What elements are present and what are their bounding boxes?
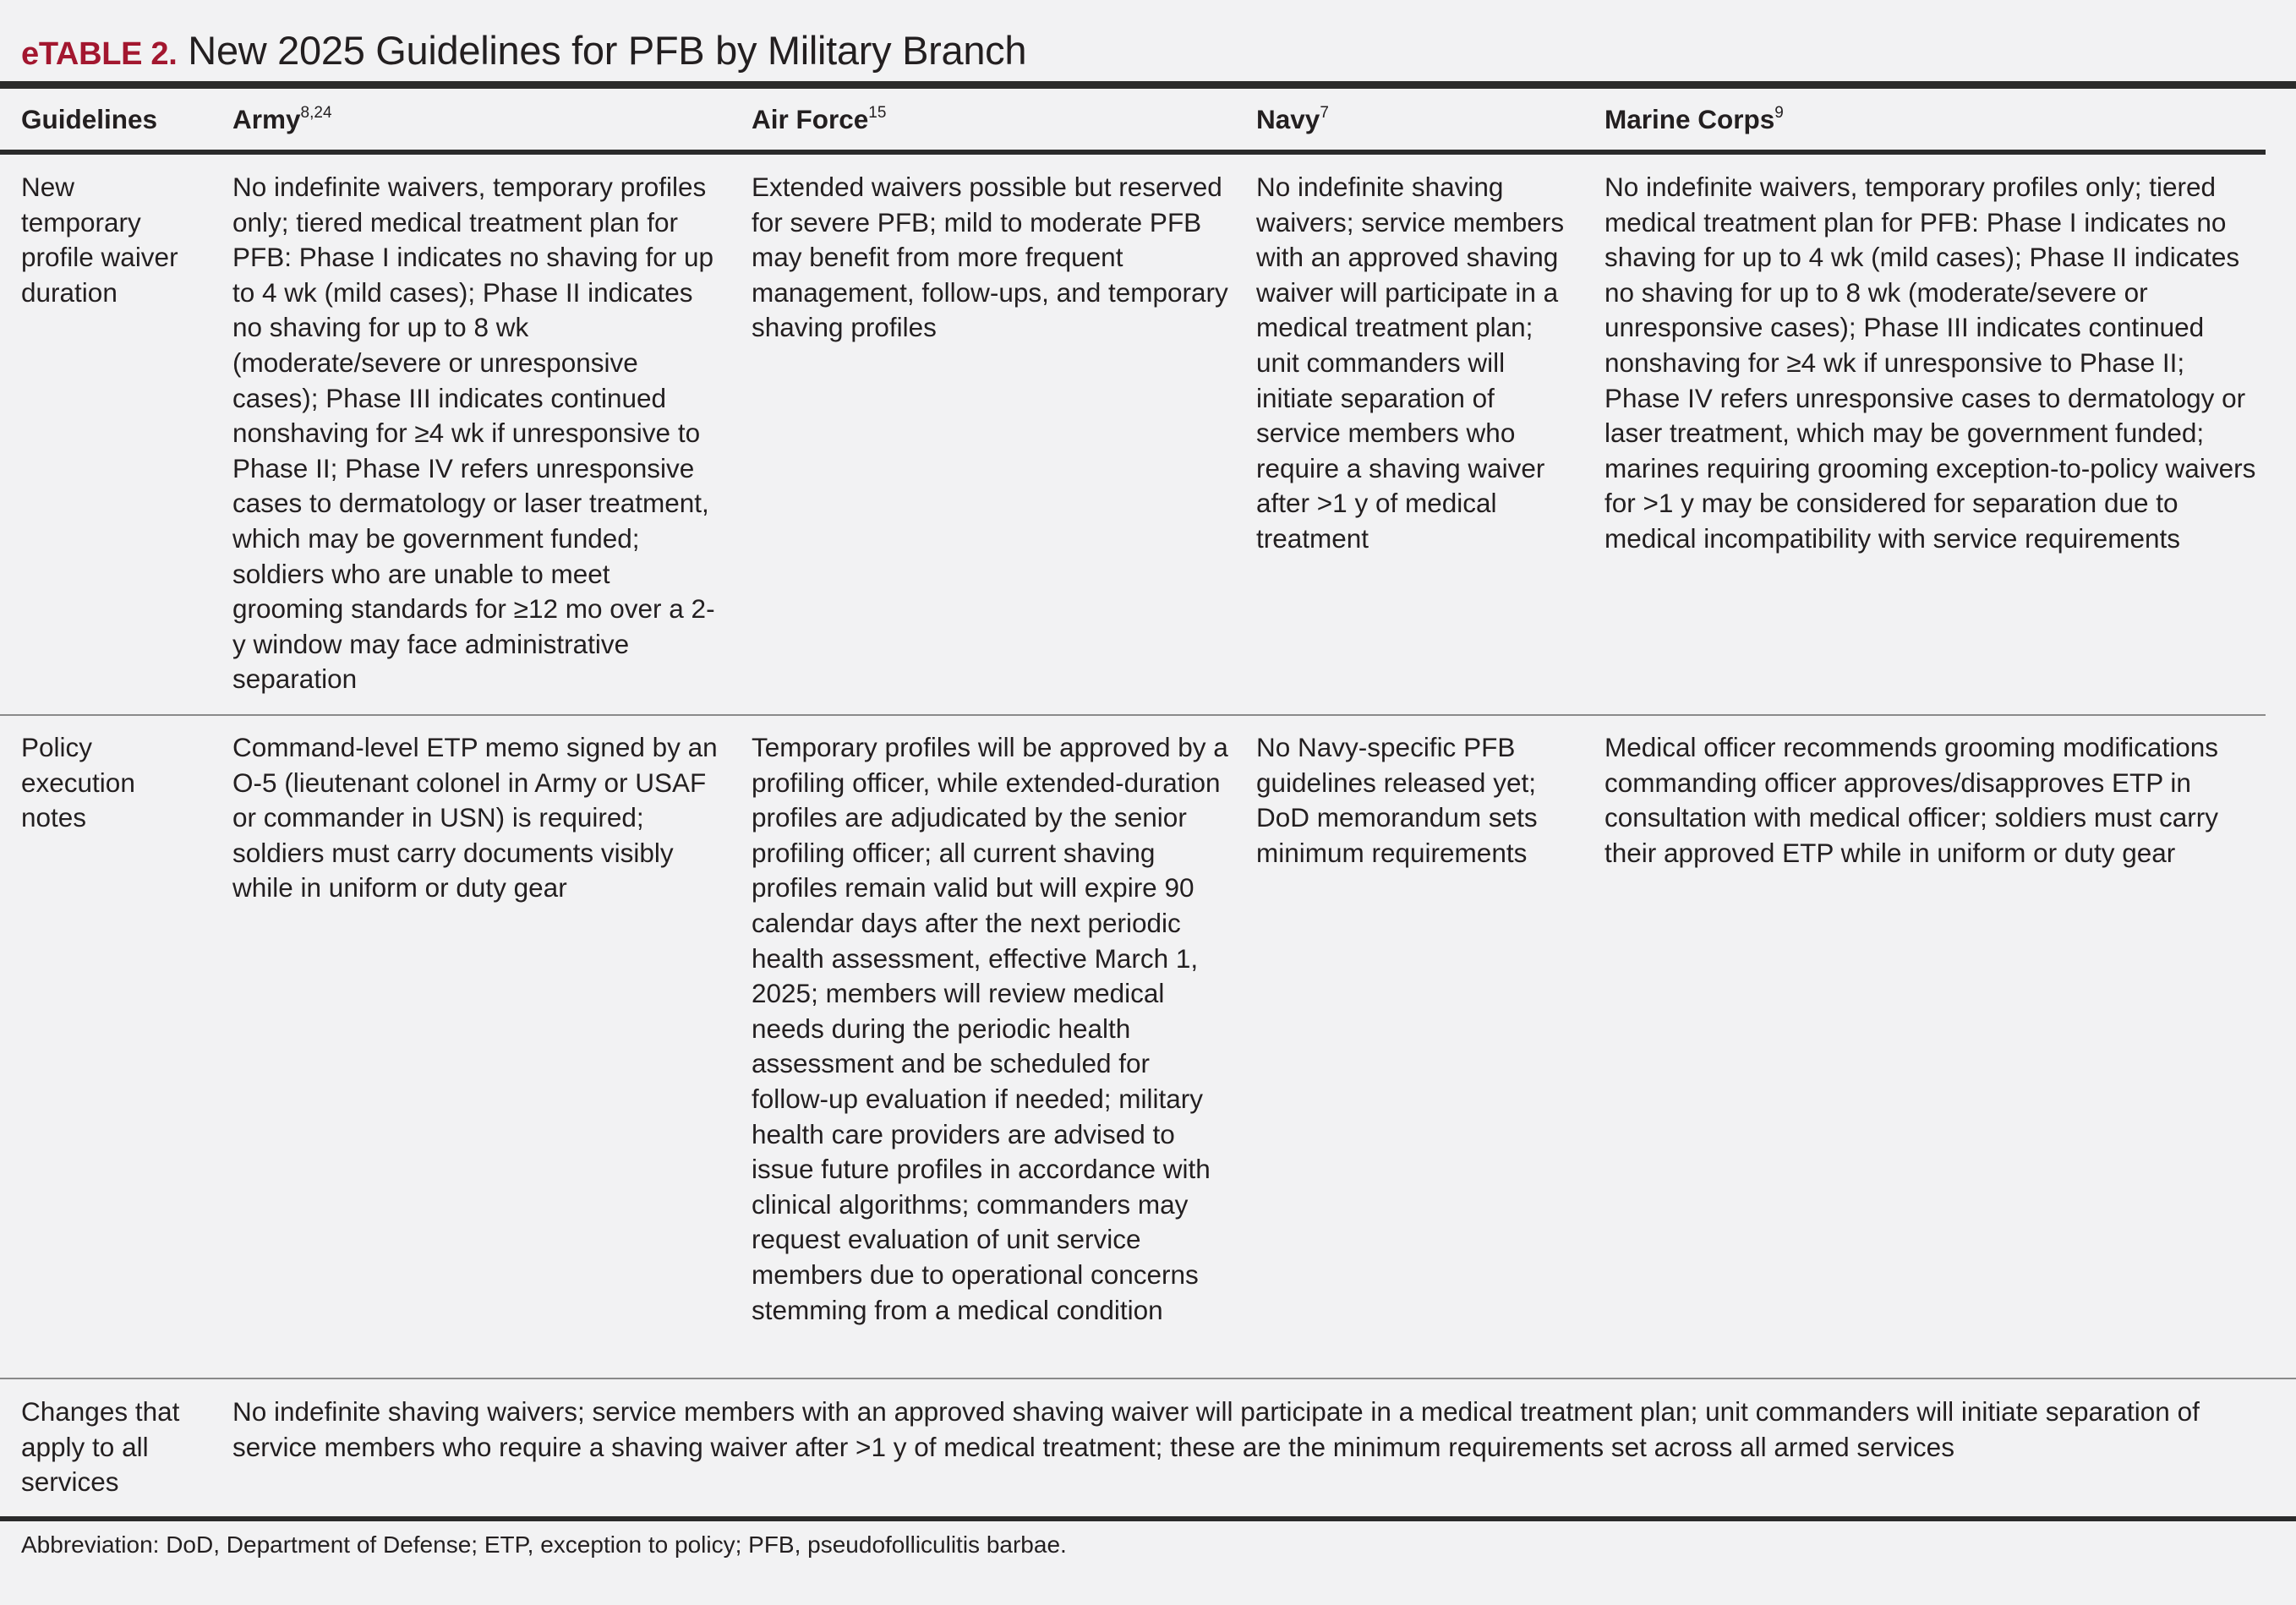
- row-1-divider: [0, 714, 2266, 716]
- row-1-marine-corps: No indefinite waivers, temporary profiles only; tiered medical treatment plan for PFB: Phase I indicates no shaving for up to 4 wk (mild cases); Phase II indicates no shaving for up to 8 wk (moderate/severe or unresponsive cases); Phase III indicates continued nonshaving for ≥4 wk if unresponsive to Phase II; Phase IV refers unresponsive cases to dermatology or laser treatment, which may be government funded; marines requiring grooming exception-to-policy waivers for >1 y may be considered for separation due to medical incompatibility with service requirements: [1604, 172, 2256, 554]
- header-army: Army$^{8,24}$: [232, 104, 332, 134]
- table-title: [21, 24, 1026, 81]
- header-marine-corps-ref: 9: [1774, 104, 1784, 122]
- header-guidelines: Guidelines: [21, 104, 158, 134]
- row-3-all-services: No indefinite shaving waivers; service members with an approved shaving waiver will participate in a medical treatment plan; unit commanders will initiate separation of service members who require a shaving waiver after >1 y of medical treatment; these are the minimum requirements set across all armed services: [232, 1396, 2200, 1462]
- header-rule: [0, 150, 2266, 155]
- row-1-label: New temporary profile waiver duration: [21, 172, 178, 308]
- row-1-navy: No indefinite shaving waivers; service members with an approved shaving waiver will participate in a medical treatment plan; unit commanders will initiate separation of service members who require a shaving waiver after >1 y of medical treatment: [1256, 172, 1565, 554]
- header-marine-corps: Marine Corps$^9$: [1604, 104, 1784, 134]
- row-3-label: Changes that apply to all services: [21, 1396, 180, 1498]
- row-2-air-force: Temporary profiles will be approved by a profiling officer, while extended-duration profiles are adjudicated by the senior profiling officer; all current shaving profiles remain valid but will expire 90 calendar days after the next periodic health assessment, effective March 1, 2025; members will review medical needs during the periodic health assessment and be scheduled for follow-up evaluation if needed; military health care providers are advised to issue future profiles in accordance with clinical algorithms; commanders may request evaluation of unit service members due to operational concerns stemming from a medical condition: [752, 732, 1228, 1325]
- header-navy-ref: 7: [1320, 104, 1329, 122]
- header-navy: Navy$^7$: [1256, 104, 1329, 134]
- row-2-army: Command-level ETP memo signed by an O-5 (lieutenant colonel in Army or USAF or commander in USN) is required; soldiers must carry documents visibly while in uniform or duty gear: [232, 732, 718, 903]
- top-rule: [0, 81, 2296, 89]
- row-2-label: Policy execution notes: [21, 732, 135, 833]
- row-2-marine-corps: Medical officer recommends grooming modifications commanding officer approves/disapproves ETP in consultation with medical officer; soldiers must carry their approved ETP while in uniform or duty gear: [1604, 732, 2218, 868]
- row-1-army: No indefinite waivers, temporary profiles only; tiered medical treatment plan for PFB: Phase I indicates no shaving for up to 4 wk (mild cases); Phase II indicates no shaving for up to 8 wk (moderate/severe or unresponsive cases); Phase III indicates continued nonshaving for ≥4 wk if unresponsive to Phase II; Phase IV refers unresponsive cases to dermatology or laser treatment, which may be government funded; soldiers who are unable to meet grooming standards for ≥12 mo over a 2-y window may face administrative separation: [232, 172, 715, 695]
- bottom-rule: [0, 1516, 2296, 1521]
- row-2-divider: [0, 1378, 2296, 1379]
- table-label: eTABLE 2.: [21, 36, 178, 72]
- row-2-navy: No Navy-specific PFB guidelines released yet; DoD memorandum sets minimum requirements: [1256, 732, 1538, 868]
- header-army-ref: 8,24: [300, 104, 332, 122]
- header-air-force: Air Force$^{15}$: [752, 104, 887, 134]
- row-1-air-force: Extended waivers possible but reserved for severe PFB; mild to moderate PFB may benefit from more frequent management, follow-ups, and temporary shaving profiles: [752, 172, 1228, 343]
- header-air-force-ref: 15: [868, 104, 887, 122]
- abbreviation-footnote: Abbreviation: DoD, Department of Defense; ETP, exception to policy; PFB, pseudofolliculitis barbae.: [21, 1531, 1067, 1558]
- table-title-text: New 2025 Guidelines for PFB by Military Branch: [188, 28, 1027, 73]
